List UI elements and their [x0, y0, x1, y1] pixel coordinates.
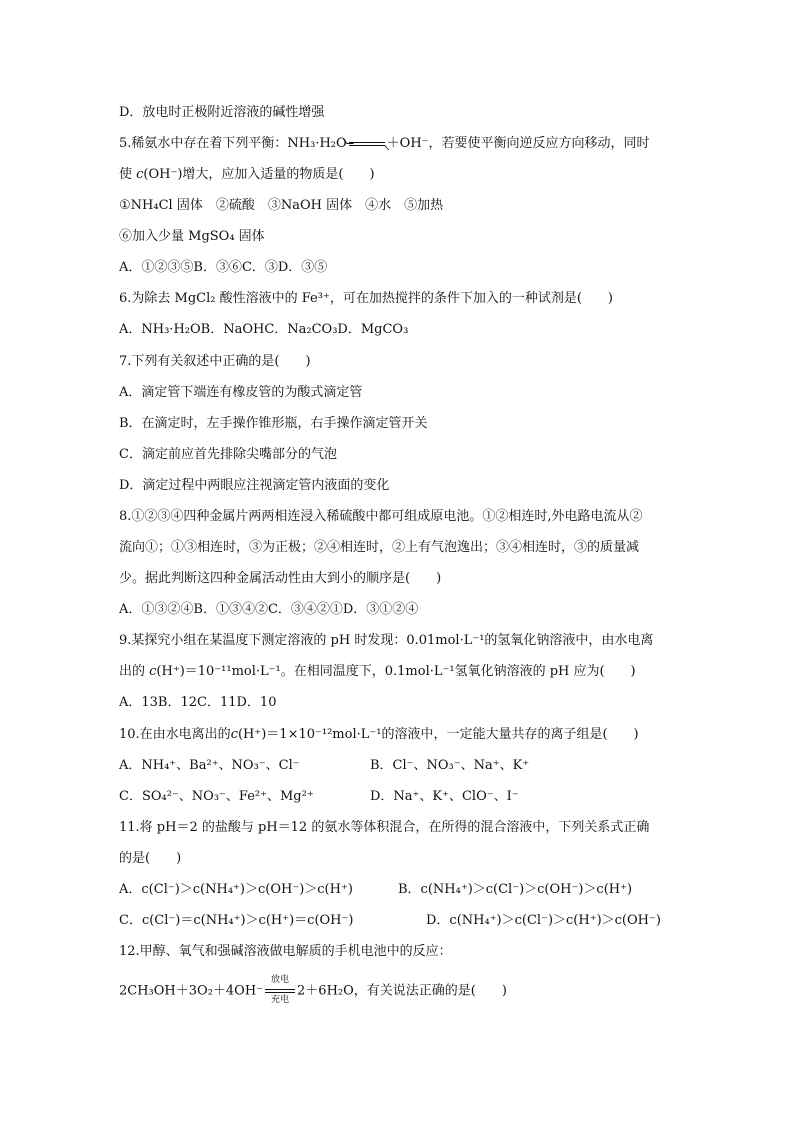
q11-option-d: D．c(NH₄⁺)＞c(Cl⁻)＞c(H⁺)＞c(OH⁻)	[426, 913, 661, 928]
q7-stem: 7.下列有关叙述中正确的是( )	[119, 354, 311, 369]
equilibrium-arrow-icon	[347, 139, 387, 149]
reversible-reaction-arrow-icon	[265, 977, 295, 1005]
q10-text: 10.在由水电离出的	[119, 727, 231, 742]
q7-option-d: D．滴定过程中两眼应注视滴定管内液面的变化	[119, 478, 390, 493]
q8-options: A．①③②④B．①③④②C．③④②①D．③①②④	[119, 602, 419, 617]
q7-option-c: C．滴定前应首先排除尖嘴部分的气泡	[119, 447, 337, 462]
q5-stem-line1	[119, 135, 650, 153]
q8-stem-line2: 流向①；①③相连时，③为正极；②④相连时，②上有气泡逸出；③④相连时，③的质量减	[119, 540, 640, 555]
q5-text: 使	[119, 167, 137, 182]
q11-option-b: B．c(NH₄⁺)＞c(Cl⁻)＞c(OH⁻)＞c(H⁺)	[398, 882, 633, 897]
q8-stem-line3: 少。据此判断这四种金属活动性由大到小的顺序是( )	[119, 571, 442, 586]
q11-option-c: C．c(Cl⁻)＝c(NH₄⁺)＞c(H⁺)＝c(OH⁻)	[119, 913, 354, 928]
q9-stem-line1: 9.某探究小组在某温度下测定溶液的 pH 时发现：0.01mol·L⁻¹的氢氧化钠溶液中，由水电离	[119, 633, 654, 648]
charge-label: 充电	[271, 995, 290, 1005]
q5-stem-part2: ＋OH⁻，若要使平衡向逆反应方向移动，同时	[386, 136, 650, 151]
q9-c-symbol: c	[149, 664, 157, 679]
q10-option-c: C．SO₄²⁻、NO₃⁻、Fe²⁺、Mg²⁺	[119, 789, 314, 804]
q5-options: A．①②③⑤B．③⑥C．③D．③⑤	[119, 260, 328, 275]
q9-stem-line2	[119, 663, 636, 681]
q9-text: 出的	[119, 664, 150, 679]
q12-products: 2＋6H₂O，有关说法正确的是( )	[297, 983, 507, 999]
discharge-label: 放电	[271, 975, 290, 985]
q6-stem: 6.为除去 MgCl₂ 酸性溶液中的 Fe³⁺，可在加热搅拌的条件下加入的一种试剂是( )	[119, 291, 613, 306]
q6-options: A．NH₃·H₂OB．NaOHC．Na₂CO₃D．MgCO₃	[119, 322, 409, 337]
q10-option-d: D．Na⁺、K⁺、ClO⁻、I⁻	[370, 789, 519, 804]
q10-stem	[119, 726, 639, 744]
q8-stem-line1: 8.①②③④四种金属片两两相连浸入稀硫酸中都可组成原电池。①②相连时,外电路电流从②	[119, 509, 643, 524]
q11-option-a: A．c(Cl⁻)＞c(NH₄⁺)＞c(OH⁻)＞c(H⁺)	[119, 882, 353, 897]
q5-stem-part1: 5.稀氨水中存在着下列平衡：NH₃·H₂O	[119, 136, 347, 151]
q11-stem-line1: 11.将 pH＝2 的盐酸与 pH＝12 的氨水等体积混合，在所得的混合溶液中，下列关系式正确	[119, 820, 650, 835]
q5-items: ①NH₄Cl 固体 ②硫酸 ③NaOH 固体 ④水 ⑤加热	[119, 198, 444, 213]
q12-reactants: 2CH₃OH＋3O₂＋4OH⁻	[119, 983, 264, 999]
q10-c-symbol: c	[230, 727, 238, 742]
q5-text-rest: (OH⁻)增大，应加入适量的物质是( )	[143, 167, 375, 182]
q5-c-symbol: c	[136, 167, 144, 182]
q12-stem-line2	[119, 977, 507, 1005]
q12-stem-line1: 12.甲醇、氧气和强碱溶液做电解质的手机电池中的反应：	[119, 944, 452, 959]
q11-stem-line2: 的是( )	[119, 851, 182, 866]
q7-option-b: B．在滴定时，左手操作锥形瓶，右手操作滴定管开关	[119, 416, 428, 431]
q10-text-rest: (H⁺)＝1×10⁻¹²mol·L⁻¹的溶液中，一定能大量共存的离子组是( )	[237, 727, 639, 742]
q5-stem-line2	[119, 166, 375, 184]
q5-item6: ⑥加入少量 MgSO₄ 固体	[119, 229, 265, 244]
q10-option-b: B．Cl⁻、NO₃⁻、Na⁺、K⁺	[370, 758, 530, 773]
q9-options: A．13B．12C．11D．10	[119, 695, 277, 710]
q9-text-rest: (H⁺)＝10⁻¹¹mol·L⁻¹。在相同温度下，0.1mol·L⁻¹氢氧化钠溶液的 pH 应为( )	[156, 664, 636, 679]
prev-option-d: D．放电时正极附近溶液的碱性增强	[119, 105, 325, 120]
q10-option-a: A．NH₄⁺、Ba²⁺、NO₃⁻、Cl⁻	[119, 758, 300, 773]
q7-option-a: A．滴定管下端连有橡皮管的为酸式滴定管	[119, 385, 363, 400]
